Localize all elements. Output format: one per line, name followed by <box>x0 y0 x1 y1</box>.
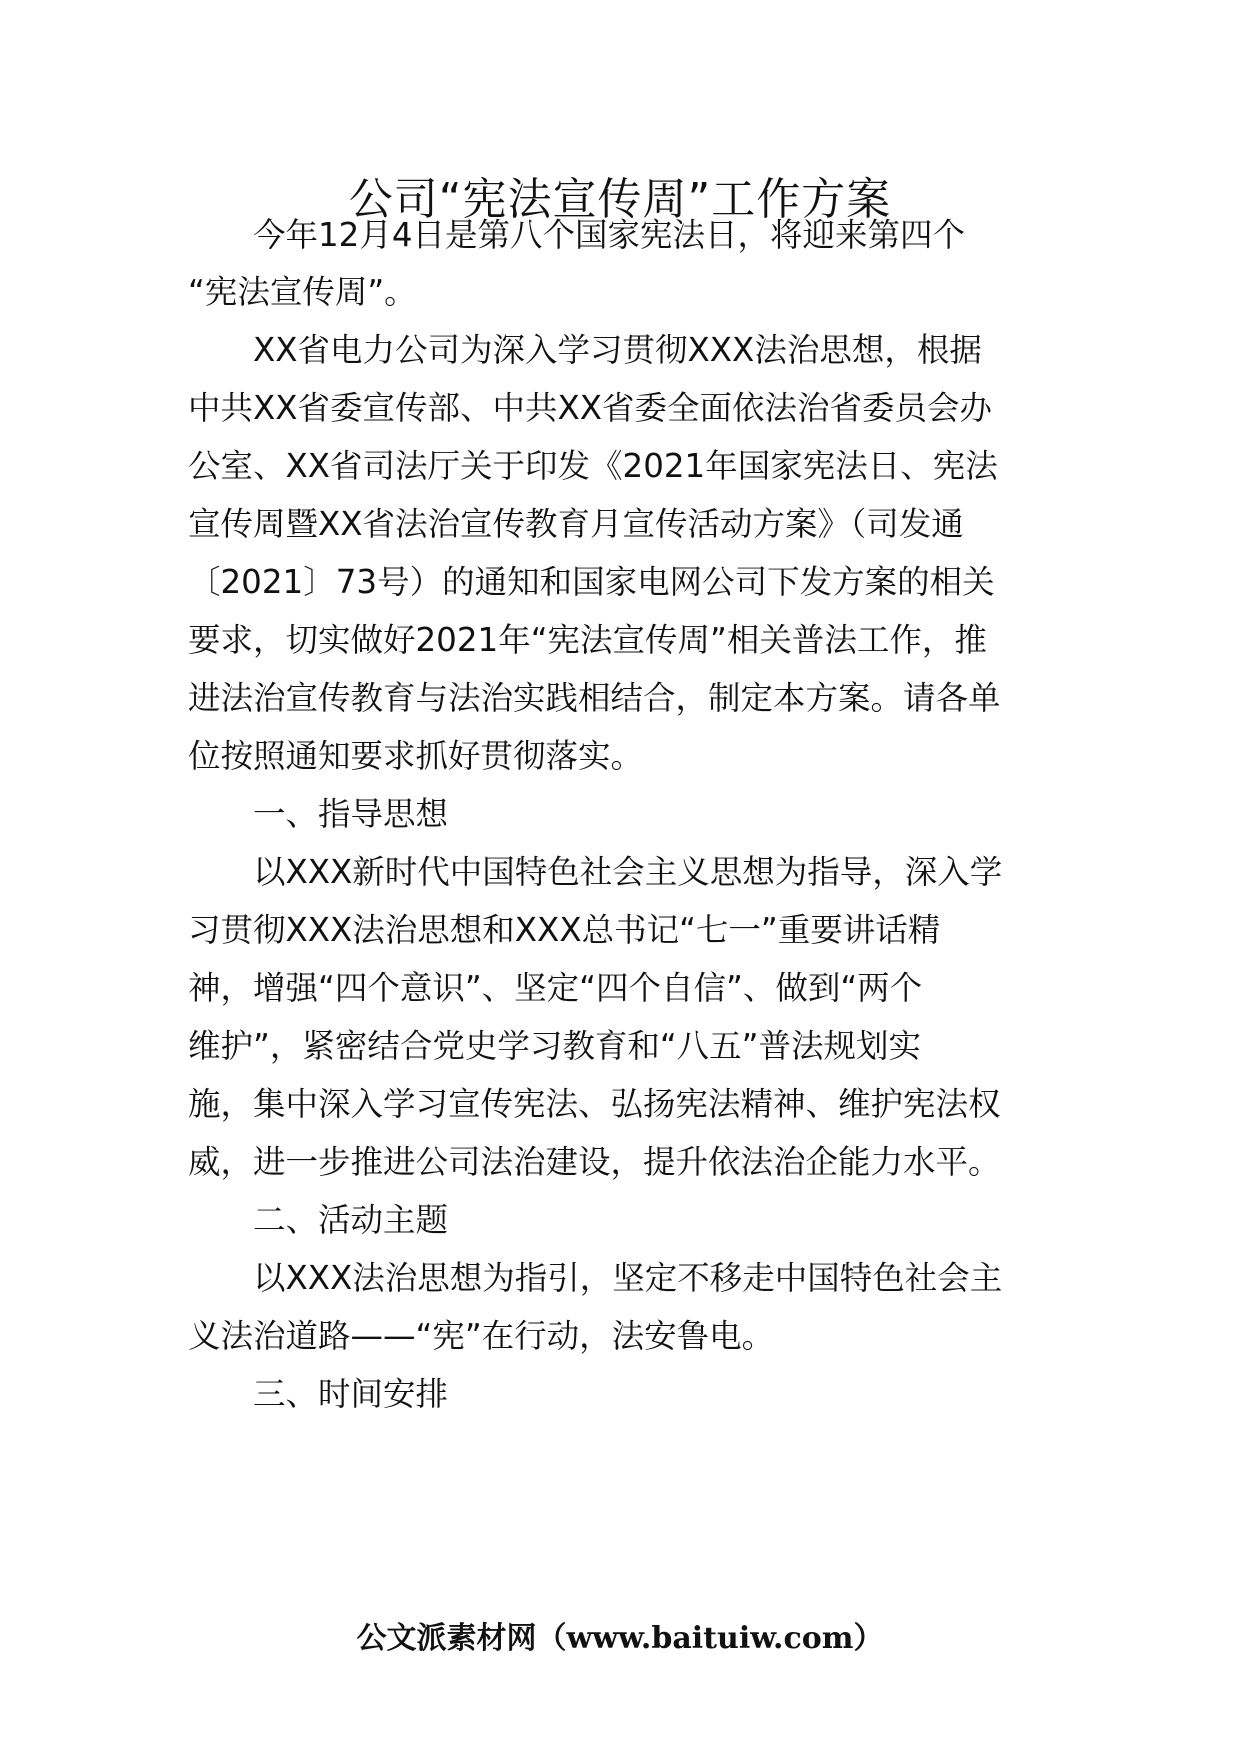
text-line: 公室、XX省司法厅关于印发《2021年国家宪法日、宪法 <box>188 447 998 485</box>
text-line: 〔2021〕73号）的通知和国家电网公司下发方案的相关 <box>188 563 995 601</box>
text-line: 威，进一步推进公司法治建设，提升依法治企能力水平。 <box>188 1143 1001 1181</box>
text-line: 中共XX省委宣传部、中共XX省委全面依法治省委员会办 <box>188 389 993 427</box>
text-line: 施，集中深入学习宣传宪法、弘扬宪法精神、维护宪法权 <box>188 1085 1001 1123</box>
text-line: 宣传周暨XX省法治宣传教育月宣传活动方案》（司发通 <box>188 505 964 543</box>
section-heading: 二、活动主题 <box>188 1201 449 1239</box>
text-line: 进法治宣传教育与法治实践相结合，制定本方案。请各单 <box>188 679 1001 717</box>
text-line: “宪法宣传周”。 <box>188 273 417 311</box>
document-title: 公司“宪法宣传周”工作方案 <box>348 174 892 225</box>
footer-watermark: 公文派素材网（www.baituiw.com） <box>356 1621 884 1656</box>
text-line: 以XXX法治思想为指引，坚定不移走中国特色社会主 <box>188 1259 1003 1297</box>
text-line: 义法治道路——“宪”在行动，法安鲁电。 <box>188 1317 775 1355</box>
text-line: 要求，切实做好2021年“宪法宣传周”相关普法工作，推 <box>188 621 987 659</box>
text-line: XX省电力公司为深入学习贯彻XXX法治思想，根据 <box>188 331 982 369</box>
text-line: 维护”，紧密结合党史学习教育和“八五”普法规划实 <box>188 1027 922 1065</box>
section-heading: 一、指导思想 <box>188 795 449 833</box>
text-line: 以XXX新时代中国特色社会主义思想为指导，深入学 <box>188 853 1003 891</box>
section-heading: 三、时间安排 <box>188 1375 449 1413</box>
text-line: 位按照通知要求抓好贯彻落实。 <box>188 737 644 775</box>
text-line: 习贯彻XXX法治思想和XXX总书记“七一”重要讲话精 <box>188 911 941 949</box>
text-line: 今年12月4日是第八个国家宪法日，将迎来第四个 <box>188 216 966 254</box>
text-line: 神，增强“四个意识”、坚定“四个自信”、做到“两个 <box>188 969 923 1007</box>
